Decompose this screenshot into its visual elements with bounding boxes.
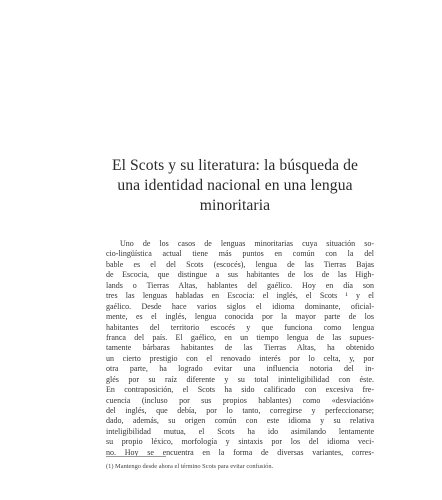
body-line: inteligibilidad mutua, el Scots ha ido asimilando lentamente [106,426,374,436]
body-line: no. Hoy se encuentra en la forma de diversas variantes, corres- [106,447,374,457]
body-line: tamente bárbaras habitantes de las Tierras Altas, ha obtenido [106,343,374,353]
body-line: habitantes del territorio escocés y que funciona como lengua [106,322,374,332]
footnote-divider [106,456,166,457]
article-title [95,156,375,216]
body-line: dado, además, su origen común con este idioma y su relativa [106,416,374,426]
body-line: tres las lenguas habladas en Escocia: el inglés, el Scots ¹ y el [106,291,374,301]
article-body [106,239,374,458]
body-line: franca del país. El gaélico, en un tiempo lengua de las supues- [106,332,374,342]
footnote: (1) Mantengo desde ahora el término Scots para evitar confusión. [106,463,274,470]
body-line: lands o Tierras Altas, hablantes del gaélico. Hoy en día son [106,280,374,290]
body-line: del inglés, que debía, por lo tanto, corregirse y perfeccionarse; [106,406,374,415]
article-title-line: El Scots y su literatura: la búsqueda de [111,157,359,174]
body-line: de Escocia, que distingue a sus habitantes de los de las High- [106,270,374,280]
body-line: otra parte, ha logrado evitar una influencia notoria del in- [106,364,374,374]
body-line: Uno de los casos de lenguas minoritarias cuya situación so- [120,239,374,248]
body-line: cio-lingüística actual tiene más puntos en común con la del [106,249,374,259]
article-title-line: una identidad nacional en una lengua [117,177,353,194]
body-line: cuencia (incluso por sus propios hablantes) como «desviación» [106,395,374,405]
body-line: glés por su raíz diferente y su total ininteligibilidad con éste. [106,374,374,384]
article-title-line: minoritaria [199,197,271,214]
body-line: un cierto prestigio con el renovado interés por lo celta, y, por [106,353,374,363]
body-line: su propio léxico, morfología y sintaxis por los del idioma veci- [106,437,374,447]
body-line: En contraposición, el Scots ha sido calificado con excesiva fre- [106,385,374,395]
body-line: bable es el del Scots (escocés), lengua de las Tierras Bajas [106,259,374,269]
body-line: mente, es el inglés, lengua conocida por la mayor parte de los [106,312,374,322]
body-line: gaélico. Desde hace varios siglos el idioma dominante, oficial- [106,301,374,311]
